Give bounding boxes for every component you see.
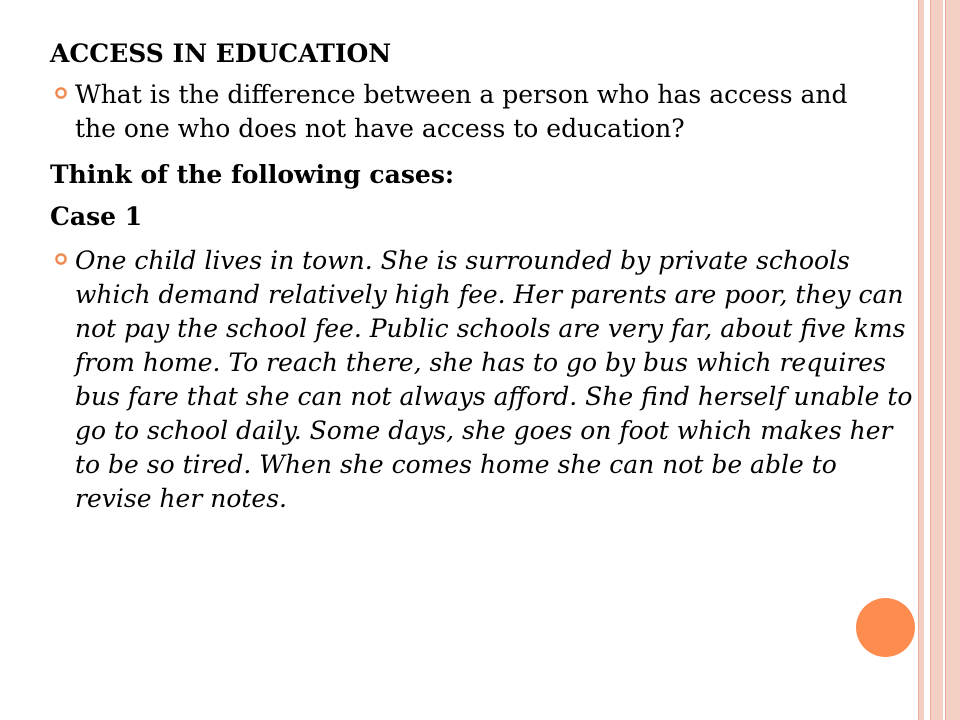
- think-heading: Think of the following cases:: [50, 160, 455, 189]
- border-stripe: [946, 0, 960, 720]
- orange-circle: [856, 598, 915, 657]
- question-bullet: [50, 78, 910, 146]
- border-line: [945, 0, 946, 720]
- hollow-circle-bullet-icon: [54, 86, 68, 100]
- slide-content: [50, 36, 913, 516]
- case-heading: Case 1: [50, 202, 143, 231]
- hollow-circle-bullet-icon: [54, 252, 68, 266]
- case-text: One child lives in town. She is surrounded by private schools which demand relatively high fee. Her parents are poor, they can not pay the school fee. Public schools are very far, about five kms from home. To reach there, she has to go by bus which requires bus fare that she can not always afford. She find herself unable to go to school daily. Some days, she goes on foot which makes her to be so tired. When she comes home she can not be able to revise her notes.: [75, 246, 913, 513]
- question-text: What is the difference between a person who has access and the one who does not have access to education?: [75, 80, 848, 143]
- slide-title: ACCESS IN EDUCATION: [50, 39, 392, 68]
- border-line: [918, 0, 919, 720]
- border-line: [930, 0, 931, 720]
- case-bullet: [50, 244, 913, 516]
- border-stripe: [931, 0, 943, 720]
